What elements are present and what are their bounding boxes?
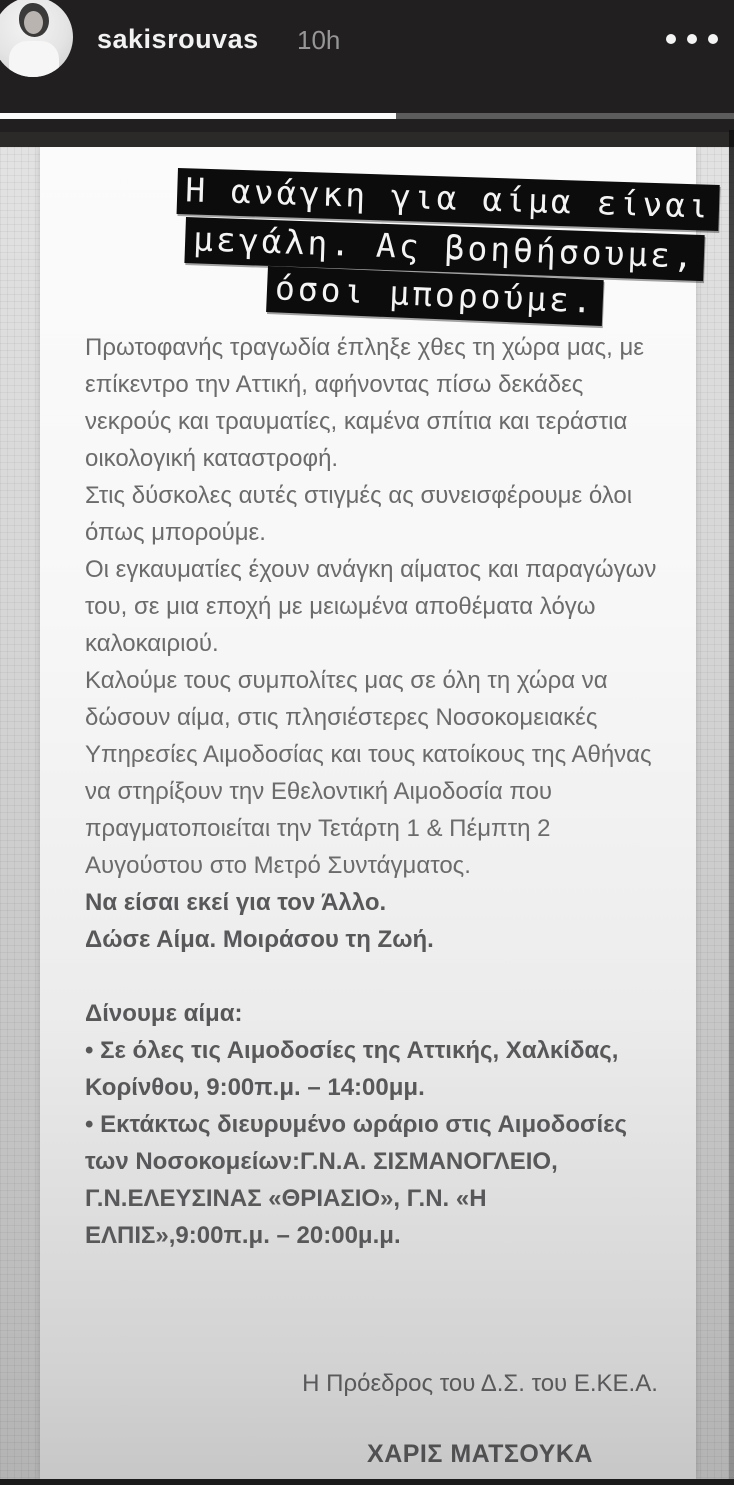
three-dots-icon [666, 34, 676, 44]
header-subband [0, 132, 734, 147]
username[interactable]: sakisrouvas [97, 24, 259, 54]
headline-line-3: όσοι μπορούμε. [266, 266, 604, 326]
story-canvas[interactable] [0, 147, 734, 1479]
story-header [0, 0, 734, 132]
headline-line-1: Η ανάγκη για αίμα είναι [177, 168, 720, 231]
story-progress-fill [0, 113, 396, 119]
story-progress-track [0, 113, 734, 119]
story-timestamp: 10h [297, 25, 341, 55]
three-dots-icon [708, 34, 718, 44]
signature-role: Η Πρόεδρος του Δ.Σ. του Ε.ΚΕ.Α. [302, 1370, 658, 1397]
paragraph: Στις δύσκολες αυτές στιγμές ας συνεισφέρουμε όλοι όπως μπορούμε. [85, 482, 633, 546]
signature-name: ΧΑΡΙΣ ΜΑΤΣΟΥΚΑ [367, 1440, 593, 1468]
bottom-bar [0, 1479, 734, 1485]
headline-line-2: μεγάλη. Ας βοηθήσουμε, [184, 217, 704, 281]
right-edge-shade [729, 130, 734, 1485]
announcement-paper [40, 147, 696, 1479]
emphasis-line: Να είσαι εκεί για τον Άλλο. [85, 889, 387, 916]
paragraph: Καλούμε τους συμπολίτες μας σε όλη τη χώρα να δώσουν αίμα, στις πλησιέστερες Νοσοκομειακές Υπηρεσίες Αιμοδοσίας και τους κατοίκους της Αθήνας να στηρίξουν την Εθελοντική Αιμοδοσία που πραγματοποιείται την Τετάρτη 1 & Πέμπτη 2 Αυγούστου στο Μετρό Συντάγματος. [85, 667, 652, 879]
avatar-face [24, 11, 43, 34]
avatar-torso [9, 41, 59, 77]
donation-header: Δίνουμε αίμα: [85, 1000, 243, 1027]
paragraph: Οι εγκαυματίες έχουν ανάγκη αίματος και παραγώγων του, σε μια εποχή με μειωμένα αποθέματα λόγω καλοκαιριού. [85, 556, 657, 657]
donation-item: • Εκτάκτως διευρυμένο ωράριο στις Αιμοδοσίες των Νοσοκομείων:Γ.Ν.Α. ΣΙΣΜΑΝΟΓΛΕΙΟ, Γ.Ν.ΕΛΕΥΣΙΝΑΣ «ΘΡΙΑΣΙΟ», Γ.Ν. «Η ΕΛΠΙΣ»,9:00π.μ. – 20:00μ.μ. [85, 1111, 627, 1249]
paragraph: Πρωτοφανής τραγωδία έπληξε χθες τη χώρα μας, με επίκεντρο την Αττική, αφήνοντας πίσω δεκάδες νεκρούς και τραυματίες, καμένα σπίτια και τεράστια οικολογική καταστροφή. [85, 334, 644, 472]
more-options-button[interactable] [662, 30, 722, 48]
donation-item: • Σε όλες τις Αιμοδοσίες της Αττικής, Χαλκίδας, Κορίνθου, 9:00π.μ. – 14:00μμ. [85, 1037, 619, 1101]
avatar[interactable] [0, 0, 73, 77]
emphasis-line: Δώσε Αίμα. Μοιράσου τη Ζωή. [85, 926, 434, 953]
three-dots-icon [687, 34, 697, 44]
